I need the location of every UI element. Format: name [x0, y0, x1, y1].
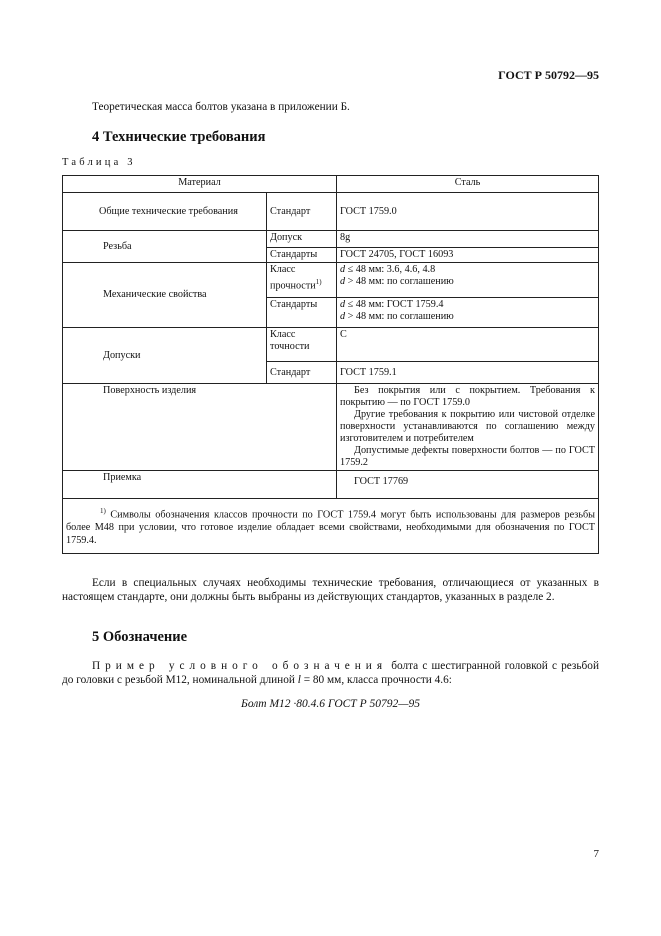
row-acceptance-empty	[267, 471, 337, 499]
surface-text-b: Другие требования к покрытию или чистовой отделке поверхности устанавливаются по соглашению между изготовителем и потребителем	[340, 409, 595, 444]
row-mech-sub2: Стандарты	[267, 298, 337, 328]
mech-val1b: > 48 мм: по соглашению	[347, 276, 454, 287]
document-header: ГОСТ Р 50792—95	[498, 68, 599, 82]
footnote-mark: 1)	[100, 507, 106, 515]
row-mech-sub1	[267, 263, 337, 298]
row-thread-sub2: Стандарты	[267, 248, 337, 263]
d-symbol: d	[340, 276, 346, 287]
row-general-value: ГОСТ 1759.0	[337, 193, 599, 231]
l-symbol: l	[297, 674, 301, 686]
intro-paragraph: Теоретическая масса болтов указана в приложении Б.	[92, 101, 350, 113]
table-footnote	[63, 499, 599, 554]
example-lead-rest: болта с шестигранной головкой с резьбой до головки с резьбой М12, номинальной длиной	[62, 660, 599, 686]
row-thread-sub1: Допуск	[267, 231, 337, 248]
row-mech-value1	[337, 263, 599, 298]
row-tolerance-sub2: Стандарт	[267, 362, 337, 384]
surface-text-c: Допустимые дефекты поверхности болтов — по ГОСТ 1759.2	[340, 445, 595, 468]
row-mech-name: Механические свойства	[63, 263, 267, 328]
row-surface-value	[337, 384, 599, 471]
header-material: Материал	[63, 176, 337, 193]
row-tolerance-value2: ГОСТ 1759.1	[337, 362, 599, 384]
row-tolerance-value1: С	[337, 328, 599, 362]
designation-example: Болт М12 ·80.4.6 ГОСТ Р 50792—95	[241, 698, 420, 710]
row-surface-name: Поверхность изделия	[63, 384, 267, 471]
header-steel: Сталь	[337, 176, 599, 193]
row-mech-value2	[337, 298, 599, 328]
d-symbol: d	[340, 299, 346, 310]
surface-text-a: Без покрытия или с покрытием. Требования к покрытию — по ГОСТ 1759.0	[340, 385, 595, 408]
example-lead-spaced: Пример условного обозначения	[92, 660, 388, 672]
row-general-sub: Стандарт	[267, 193, 337, 231]
d-symbol: d	[340, 264, 346, 275]
mech-val2b: > 48 мм: по соглашению	[347, 311, 454, 322]
section-4-title: 4 Технические требования	[92, 129, 266, 145]
row-thread-name: Резьба	[63, 231, 267, 263]
mech-class-label: Класс прочности	[270, 264, 316, 292]
designation-paragraph	[62, 659, 599, 687]
table-caption: Таблица 3	[62, 157, 136, 168]
row-acceptance-value: ГОСТ 17769	[337, 471, 599, 499]
row-tolerance-name: Допуски	[63, 328, 267, 384]
section-5-title: 5 Обозначение	[92, 629, 188, 645]
requirements-table	[62, 175, 599, 554]
footnote-ref: 1)	[315, 278, 322, 286]
row-tolerance-sub1: Класс точности	[267, 328, 337, 362]
special-requirements-paragraph: Если в специальных случаях необходимы технические требования, отличающиеся от указанных в настоящем стандарте, они должны быть выбраны из действующих стандартов, указанных в разделе 2.	[62, 577, 599, 603]
row-surface-empty	[267, 384, 337, 471]
footnote-text: Символы обозначения классов прочности по ГОСТ 1759.4 могут быть использованы для размеров резьбы более М48 при условии, что готовое изделие обладает всеми свойствами, необходимыми для обозначения по ГОСТ 1759.4.	[66, 509, 595, 547]
row-thread-value1: 8g	[337, 231, 599, 248]
row-general-name: Общие технические требования	[63, 193, 267, 231]
mech-val1a: ≤ 48 мм: 3.6, 4.6, 4.8	[347, 264, 436, 275]
mech-val2a: ≤ 48 мм: ГОСТ 1759.4	[347, 299, 444, 310]
page-number: 7	[593, 848, 599, 860]
d-symbol: d	[340, 311, 346, 322]
row-acceptance-name: Приемка	[63, 471, 267, 499]
row-thread-value2: ГОСТ 24705, ГОСТ 16093	[337, 248, 599, 263]
example-lead-end: = 80 мм, класса прочности 4.6:	[300, 674, 452, 686]
